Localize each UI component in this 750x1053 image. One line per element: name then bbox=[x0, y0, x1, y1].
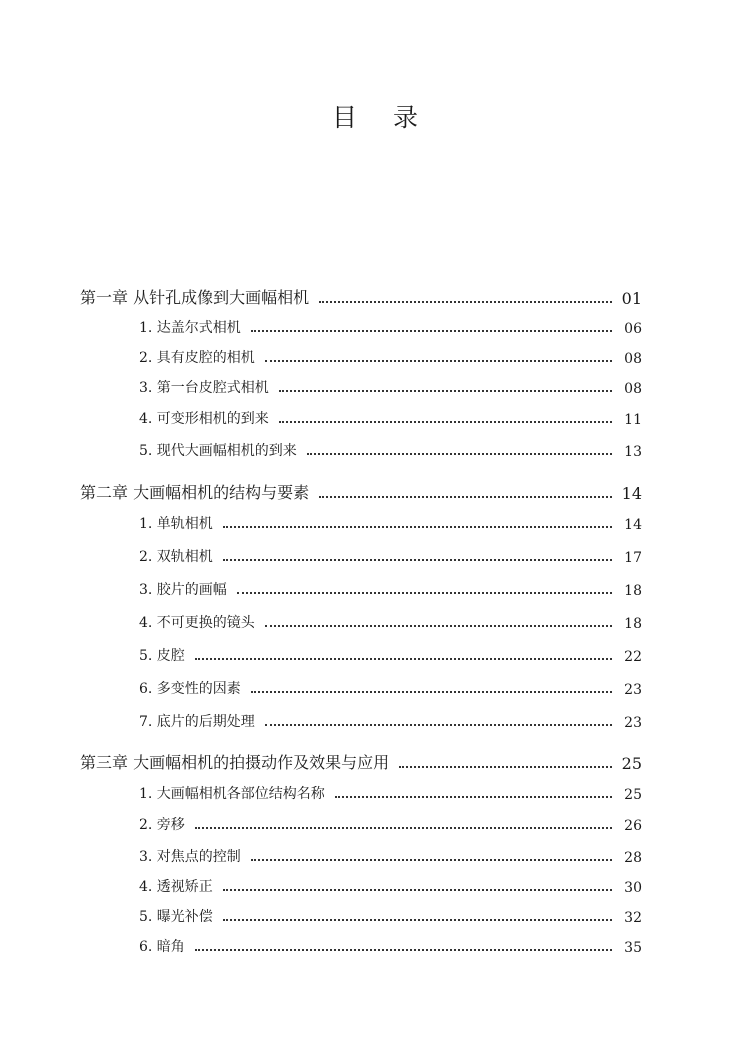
toc-entry[interactable] bbox=[139, 436, 642, 460]
page-number: 25 bbox=[621, 754, 642, 773]
dot-leader bbox=[195, 827, 612, 829]
dot-leader bbox=[223, 889, 612, 891]
entry-title: 1. 单轨相机 bbox=[139, 516, 213, 532]
dot-leader bbox=[319, 496, 612, 498]
page-number: 23 bbox=[624, 715, 642, 731]
dot-leader bbox=[251, 330, 612, 332]
entry-title: 4. 不可更换的镜头 bbox=[139, 615, 255, 631]
dot-leader bbox=[265, 360, 612, 362]
entry-title: 1. 达盖尔式相机 bbox=[139, 320, 241, 336]
toc-entry[interactable] bbox=[139, 575, 642, 599]
entry-title: 4. 透视矫正 bbox=[139, 879, 213, 895]
dot-leader bbox=[307, 453, 612, 455]
toc-chapter-1[interactable] bbox=[80, 284, 642, 308]
entry-title: 3. 对焦点的控制 bbox=[139, 849, 241, 865]
dot-leader bbox=[319, 301, 612, 303]
page-number: 14 bbox=[621, 484, 642, 503]
toc-entry[interactable] bbox=[139, 872, 642, 896]
entry-title: 4. 可变形相机的到来 bbox=[139, 411, 269, 427]
page-number: 13 bbox=[624, 444, 642, 460]
toc-entry[interactable] bbox=[139, 932, 642, 956]
page-number: 23 bbox=[624, 682, 642, 698]
toc-entry[interactable] bbox=[139, 509, 642, 533]
dot-leader bbox=[223, 559, 612, 561]
dot-leader bbox=[195, 658, 612, 660]
page-number: 18 bbox=[624, 616, 642, 632]
chapter-title: 第一章 从针孔成像到大画幅相机 bbox=[80, 288, 310, 307]
toc-entry[interactable] bbox=[139, 542, 642, 566]
page-number: 08 bbox=[624, 351, 642, 367]
dot-leader bbox=[265, 724, 612, 726]
toc-entry[interactable] bbox=[139, 842, 642, 866]
page-number: 35 bbox=[624, 940, 642, 956]
page-number: 08 bbox=[624, 381, 642, 397]
page-number: 18 bbox=[624, 583, 642, 599]
toc-entry[interactable] bbox=[139, 404, 642, 428]
page-number: 11 bbox=[624, 412, 642, 428]
dot-leader bbox=[265, 625, 612, 627]
toc-entry[interactable] bbox=[139, 810, 642, 834]
toc-entry[interactable] bbox=[139, 641, 642, 665]
dot-leader bbox=[195, 949, 612, 951]
entry-title: 2. 旁移 bbox=[139, 817, 185, 833]
page-title: 目 录 bbox=[332, 103, 432, 132]
entry-title: 6. 暗角 bbox=[139, 939, 185, 955]
entry-title: 6. 多变性的因素 bbox=[139, 681, 241, 697]
entry-title: 3. 第一台皮腔式相机 bbox=[139, 380, 269, 396]
dot-leader bbox=[335, 796, 612, 798]
dot-leader bbox=[237, 592, 612, 594]
entry-title: 3. 胶片的画幅 bbox=[139, 582, 227, 598]
toc-entry[interactable] bbox=[139, 779, 642, 803]
entry-title: 2. 双轨相机 bbox=[139, 549, 213, 565]
toc-chapter-3[interactable] bbox=[80, 749, 642, 773]
toc-entry[interactable] bbox=[139, 373, 642, 397]
page-number: 32 bbox=[624, 910, 642, 926]
toc-entry[interactable] bbox=[139, 674, 642, 698]
toc-entry[interactable] bbox=[139, 707, 642, 731]
page-number: 01 bbox=[621, 289, 642, 308]
dot-leader bbox=[399, 766, 612, 768]
toc-entry[interactable] bbox=[139, 608, 642, 632]
dot-leader bbox=[223, 919, 612, 921]
dot-leader bbox=[279, 390, 612, 392]
entry-title: 5. 现代大画幅相机的到来 bbox=[139, 443, 297, 459]
dot-leader bbox=[279, 421, 612, 423]
entry-title: 5. 皮腔 bbox=[139, 648, 185, 664]
page-number: 26 bbox=[624, 818, 642, 834]
page-number: 25 bbox=[624, 787, 642, 803]
page-number: 17 bbox=[624, 550, 642, 566]
page-number: 22 bbox=[624, 649, 642, 665]
entry-title: 1. 大画幅相机各部位结构名称 bbox=[139, 786, 325, 802]
dot-leader bbox=[251, 691, 612, 693]
page-number: 06 bbox=[624, 321, 642, 337]
page-number: 30 bbox=[624, 880, 642, 896]
page-number: 14 bbox=[624, 517, 642, 533]
entry-title: 7. 底片的后期处理 bbox=[139, 714, 255, 730]
toc-entry[interactable] bbox=[139, 313, 642, 337]
dot-leader bbox=[223, 526, 612, 528]
toc-chapter-2[interactable] bbox=[80, 479, 642, 503]
toc-entry[interactable] bbox=[139, 902, 642, 926]
entry-title: 5. 曝光补偿 bbox=[139, 909, 213, 925]
dot-leader bbox=[251, 859, 612, 861]
entry-title: 2. 具有皮腔的相机 bbox=[139, 350, 255, 366]
toc-entry[interactable] bbox=[139, 343, 642, 367]
chapter-title: 第二章 大画幅相机的结构与要素 bbox=[80, 483, 310, 502]
chapter-title: 第三章 大画幅相机的拍摄动作及效果与应用 bbox=[80, 753, 390, 772]
page-number: 28 bbox=[624, 850, 642, 866]
